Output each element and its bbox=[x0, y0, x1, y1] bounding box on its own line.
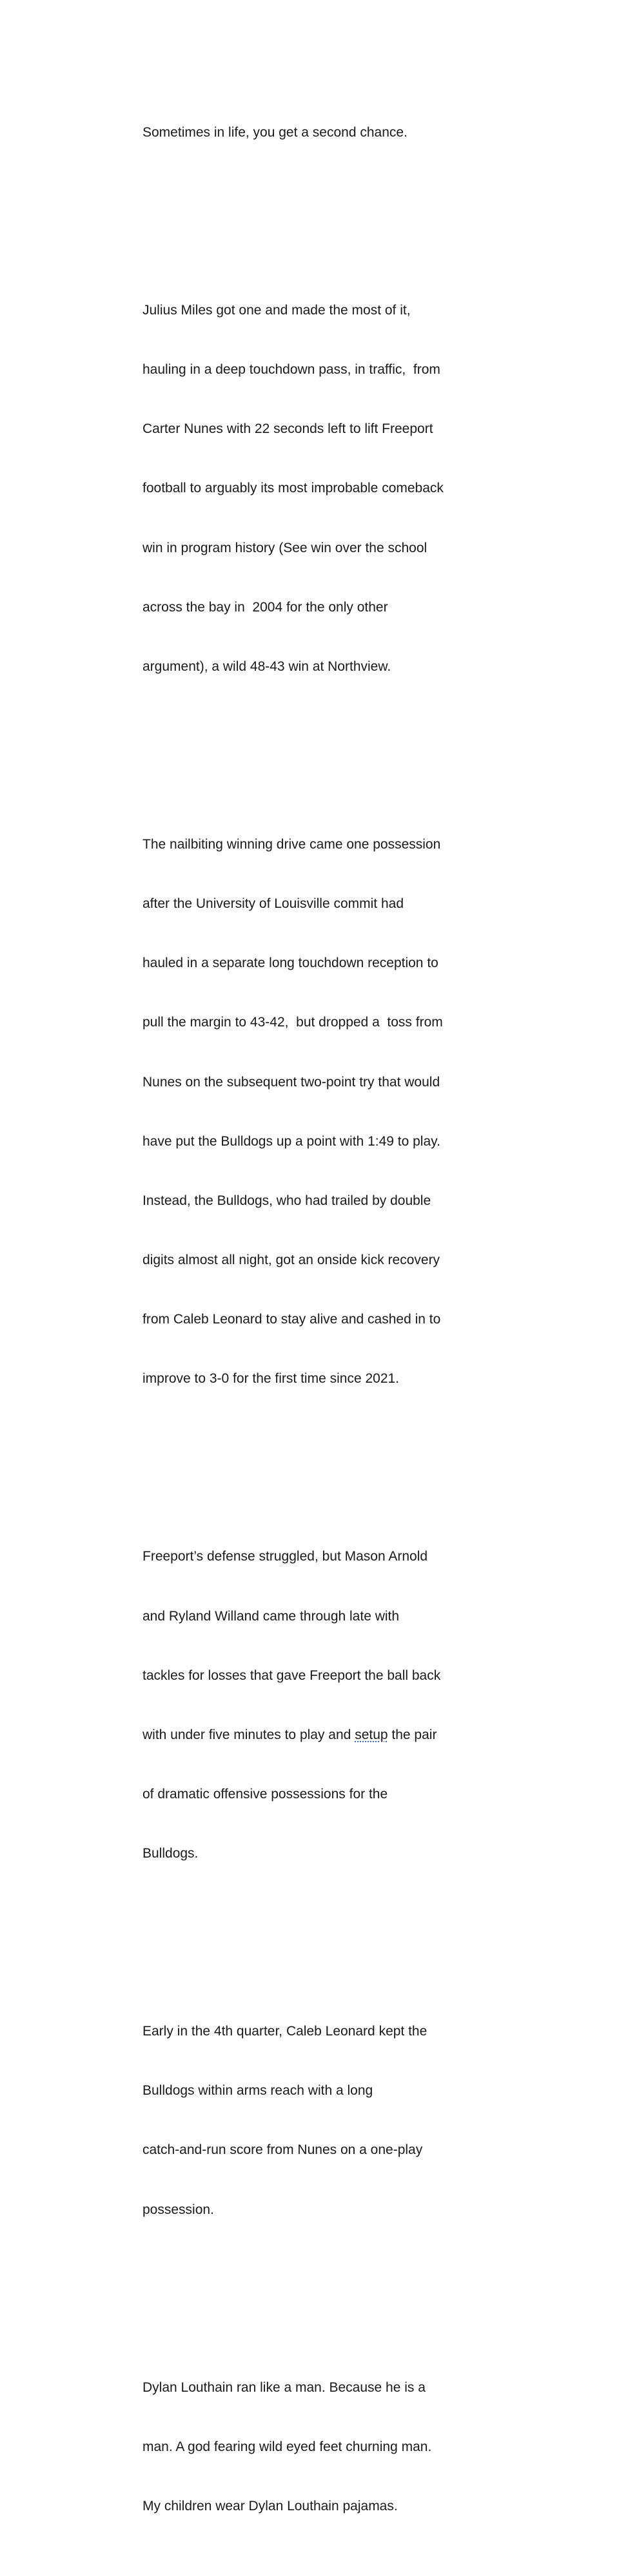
spellcheck-flagged-word[interactable]: setup bbox=[355, 1727, 388, 1742]
text-line: catch-and-run score from Nunes on a one-play bbox=[142, 2142, 423, 2158]
text-line: argument), a wild 48-43 win at Northview. bbox=[142, 658, 391, 674]
paragraph-4 bbox=[142, 1508, 491, 1903]
text-line: Bulldogs. bbox=[142, 1845, 199, 1861]
text-line: possession. bbox=[142, 2202, 214, 2217]
text-line: hauling in a deep touchdown pass, in traffic, from bbox=[142, 362, 440, 378]
text-line: Julius Miles got one and made the most of it, bbox=[142, 303, 411, 318]
text-line: Freeport’s defense struggled, but Mason Arnold bbox=[142, 1549, 428, 1564]
text-line: My children wear Dylan Louthain pajamas. bbox=[142, 2499, 398, 2514]
text-line-with-flagged-word bbox=[142, 1725, 491, 1745]
text-line: Sometimes in life, you get a second chance. bbox=[142, 124, 408, 140]
text-line: Carter Nunes with 22 seconds left to lift Freeport bbox=[142, 421, 433, 437]
text-line: from Caleb Leonard to stay alive and cashed in to bbox=[142, 1311, 441, 1327]
text-line: football to arguably its most improbable comeback bbox=[142, 481, 444, 496]
text-line: The nailbiting winning drive came one possession bbox=[142, 837, 441, 852]
paragraph-3 bbox=[142, 796, 491, 1429]
text-line: win in program history (See win over the school bbox=[142, 540, 427, 555]
text-line: of dramatic offensive possessions for the bbox=[142, 1786, 388, 1802]
text-segment: the pair bbox=[388, 1727, 437, 1742]
text-line: Dylan Louthain ran like a man. Because he is a bbox=[142, 2379, 426, 2395]
paragraph-5 bbox=[142, 1983, 491, 2260]
paragraph-1 bbox=[142, 83, 491, 182]
paragraph-2 bbox=[142, 262, 491, 716]
text-line: Instead, the Bulldogs, who had trailed by double bbox=[142, 1193, 431, 1208]
text-line: across the bay in 2004 for the only other bbox=[142, 599, 388, 615]
text-line: man. A god fearing wild eyed feet churning man. bbox=[142, 2439, 432, 2454]
text-line: pull the margin to 43-42, but dropped a toss from bbox=[142, 1015, 443, 1030]
text-segment: with under five minutes to play and bbox=[142, 1727, 355, 1742]
document-body bbox=[142, 44, 491, 2576]
text-line: after the University of Louisville commit had bbox=[142, 896, 404, 912]
paragraph-6 bbox=[142, 2338, 491, 2556]
text-line: Early in the 4th quarter, Caleb Leonard kept the bbox=[142, 2024, 427, 2039]
text-line: improve to 3-0 for the first time since 2021. bbox=[142, 1371, 400, 1387]
text-line: hauled in a separate long touchdown reception to bbox=[142, 956, 438, 971]
text-line: Nunes on the subsequent two-point try that would bbox=[142, 1074, 440, 1090]
text-line: and Ryland Willand came through late with bbox=[142, 1608, 400, 1624]
text-line: digits almost all night, got an onside kick recovery bbox=[142, 1252, 440, 1267]
text-line: Bulldogs within arms reach with a long bbox=[142, 2083, 373, 2099]
text-line: tackles for losses that gave Freeport the ball back bbox=[142, 1668, 441, 1683]
text-line: have put the Bulldogs up a point with 1:49 to play. bbox=[142, 1133, 440, 1149]
